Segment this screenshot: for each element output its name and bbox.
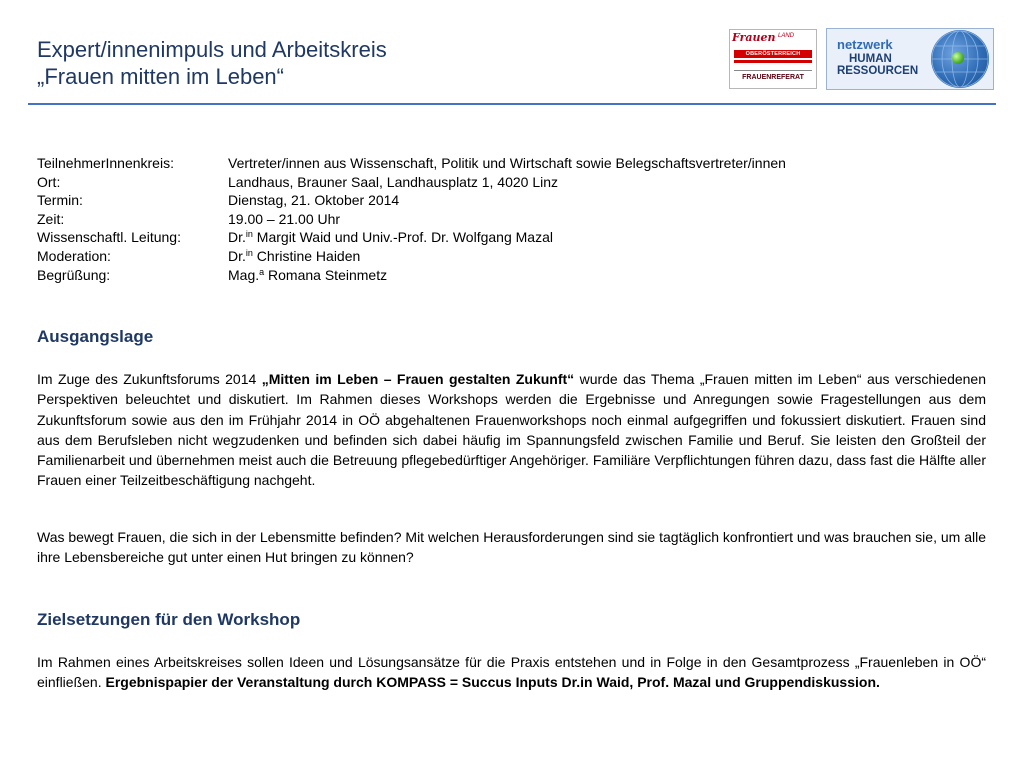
logo-bottom-text: FRAUENREFERAT — [734, 70, 812, 83]
info-value-sup: in — [245, 247, 253, 258]
info-row — [37, 210, 786, 229]
info-value — [228, 266, 387, 285]
info-value-sup: in — [245, 229, 253, 240]
netzwerk-human-ressourcen-logo — [826, 28, 994, 90]
info-label: Moderation: — [37, 247, 111, 264]
info-value-title: Dr. — [228, 247, 246, 264]
info-value: 19.00 – 21.00 Uhr — [228, 210, 341, 227]
page-title-line-1: Expert/innenimpuls und Arbeitskreis — [37, 37, 387, 62]
info-value: Landhaus, Brauner Saal, Landhausplatz 1, 4020 Linz — [228, 173, 559, 190]
info-row — [37, 154, 786, 173]
info-row — [37, 266, 786, 285]
info-value — [228, 247, 360, 266]
info-value-sup: a — [259, 266, 265, 277]
ausgangslage-paragraph-2: Was bewegt Frauen, die sich in der Lebensmitte befinden? Mit welchen Herausforderungen sind sie tagtäglich konfrontiert und was brauchen sie, um alle ihre Lebensbereiche gut unter einen Hut bringen zu können? — [37, 529, 986, 566]
ausgangslage-paragraph-1 — [37, 369, 986, 491]
info-value-name: Romana Steinmetz — [264, 266, 388, 283]
info-label: Wissenschaftl. Leitung: — [37, 229, 181, 246]
frauenreferat-logo — [729, 29, 817, 89]
paragraph-text: Im Rahmen eines Arbeitskreises sollen Ideen und Lösungsansätze für die Praxis entstehen und in Folge in den Gesamtprozess „Frauenleben in OÖ“ einfließen. — [37, 654, 986, 691]
green-dot-icon — [952, 52, 964, 64]
info-value: Vertreter/innen aus Wissenschaft, Politik und Wirtschaft sowie Belegschaftsvertreter/innen — [228, 155, 786, 171]
info-row — [37, 228, 786, 247]
logo-human-text: HUMAN — [849, 53, 892, 65]
event-info-table — [37, 154, 786, 284]
info-label: Zeit: — [37, 210, 65, 227]
info-value-title: Mag. — [228, 266, 260, 283]
info-value — [228, 228, 553, 247]
zielsetzungen-paragraph — [37, 652, 986, 693]
logo-stripe — [734, 60, 812, 63]
info-value: Dienstag, 21. Oktober 2014 — [228, 192, 400, 209]
logo-band-text: OBERÖSTERREICH — [734, 50, 812, 58]
logo-script-text: Frauen — [732, 31, 776, 44]
info-label: Ort: — [37, 173, 61, 190]
section-heading-zielsetzungen: Zielsetzungen für den Workshop — [37, 610, 301, 629]
info-value-name: Margit Waid und Univ.-Prof. Dr. Wolfgang Mazal — [252, 229, 553, 246]
page-title-line-2: „Frauen mitten im Leben“ — [37, 64, 284, 89]
paragraph-text: wurde das Thema „Frauen mitten im Leben“ aus verschiedenen Perspektiven beleuchtet und diskutiert. Im Rahmen dieses Workshops werden die Ergebnisse und Anregungen sowie Fragestellungen aus dem Zukunftsforum sowie aus den im Frühjahr 2014 in OÖ abgehaltenen Frauenworkshops noch einmal aufgegriffen und fokussiert diskutiert. Frauen sind aus dem Berufsleben nicht wegzudenken und befinden sich dabei häufig im Spannungsfeld zwischen Familie und Beruf. Sie leisten den Großteil der Familienarbeit und übernehmen meist auch die Betreuung pflegebedürftiger Angehöriger. Familiäre Verpflichtungen führen dazu, dass fast die Hälfte aller Frauen einer Teilzeitbeschäftigung nachgeht. — [37, 371, 986, 489]
header-divider — [28, 103, 996, 105]
logo-human-ressourcen-text — [837, 53, 918, 77]
info-value-title: Dr. — [228, 229, 246, 246]
info-value-name: Christine Haiden — [252, 247, 361, 264]
info-label: Termin: — [37, 192, 83, 209]
ergebnispapier-bold: Ergebnispapier der Veranstaltung durch KOMPASS = Succus Inputs Dr.in Waid, Prof. Mazal und Gruppendiskussion. — [105, 674, 880, 691]
info-row — [37, 191, 786, 210]
logo-netzwerk-text: netzwerk — [837, 37, 893, 52]
info-label: TeilnehmerInnenkreis: — [37, 155, 174, 171]
info-row — [37, 247, 786, 266]
info-label: Begrüßung: — [37, 266, 111, 283]
paragraph-text: Im Zuge des Zukunftsforums 2014 — [37, 371, 262, 387]
forum-title-bold: „Mitten im Leben – Frauen gestalten Zukunft“ — [261, 371, 575, 387]
logo-land-text: LAND — [778, 33, 795, 39]
logo-ressourcen-text: RESSOURCEN — [837, 65, 919, 77]
section-heading-ausgangslage: Ausgangslage — [37, 327, 154, 346]
page-title — [37, 36, 387, 90]
info-row — [37, 173, 786, 192]
